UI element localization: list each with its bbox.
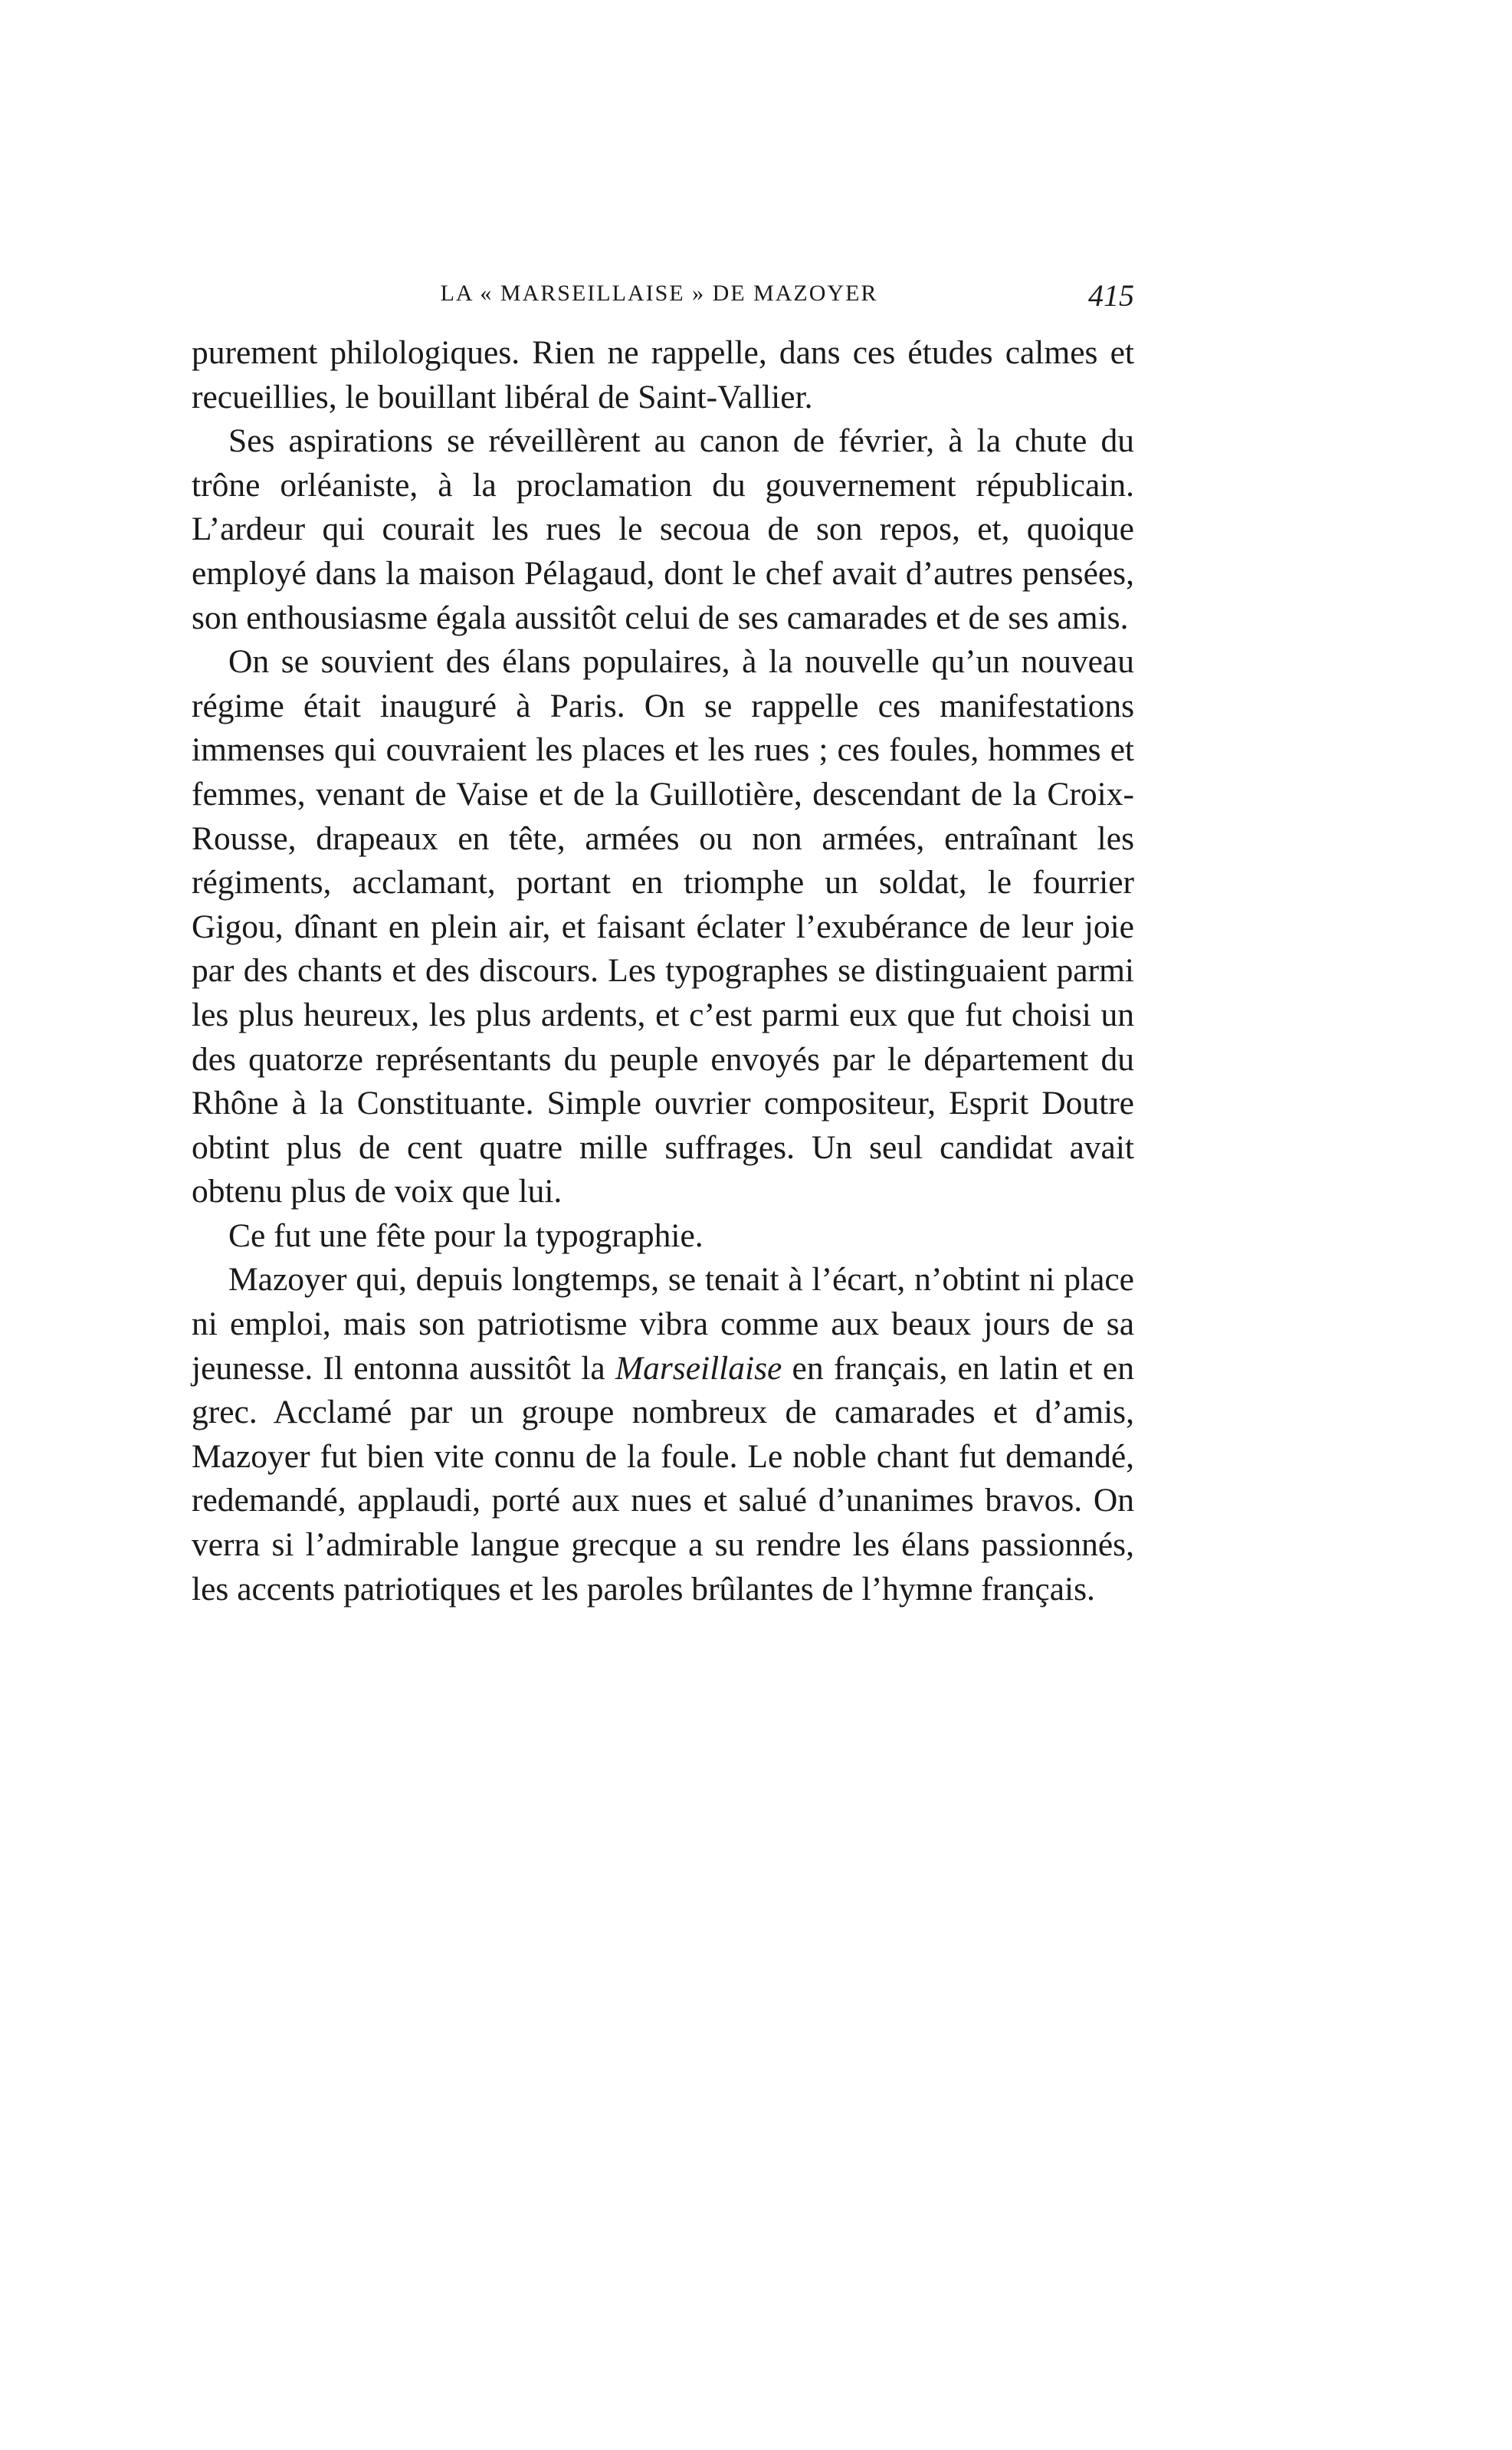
marseillaise-title: Marseillaise (615, 1349, 782, 1387)
paragraph-mazoyer (192, 1258, 1134, 1611)
paragraph-popular-elan: On se souvient des élans populaires, à la nouvelle qu’un nouveau régime était inauguré à Paris. On se rappelle ces manifestations immenses qui couvraient les places et les rues ; ces foules, hommes et femmes, venant de Vaise et de la Guillotière, descendant de la Croix-Rousse, drapeaux en tête, armées ou non armées, entraînant les régiments, acclamant, portant en triomphe un soldat, le fourrier Gigou, dînant en plein air, et faisant éclater l’exubérance de leur joie par des chants et des discours. Les typographes se distinguaient parmi les plus heureux, les plus ardents, et c’est parmi eux que fut choisi un des quatorze représentants du peuple envoyés par le département du Rhône à la Constituante. Simple ouvrier compositeur, Esprit Doutre obtint plus de cent quatre mille suffrages. Un seul candidat avait obtenu plus de voix que lui. (192, 643, 1134, 1210)
running-title: LA « MARSEILLAISE » DE MAZOYER (440, 281, 878, 306)
paragraph-mazoyer-end: en français, en latin et en grec. Acclamé par un groupe nombreux de camarades et d’amis, Mazoyer fut bien vite connu de la foule. Le noble chant fut demandé, redemandé, applaudi, porté aux nues et salué d’unanimes bravos. On verra si l’admirable langue grecque a su rendre les élans passionnés, les accents patriotiques et les paroles brûlantes de l’hymne français. (192, 1349, 1134, 1608)
paragraph-aspirations: Ses aspirations se réveillèrent au canon de février, à la chute du trône orléaniste, à la proclamation du gouvernement républicain. L’ardeur qui courait les rues le secoua de son repos, et, quoique employé dans la maison Pélagaud, dont le chef avait d’autres pensées, son enthousiasme égala aussitôt celui de ses camarades et de ses amis. (192, 422, 1134, 636)
running-head (192, 278, 1134, 316)
body-text (192, 331, 1134, 1611)
paragraph-fete: Ce fut une fête pour la typographie. (228, 1217, 704, 1254)
paragraph-continued: purement philologiques. Rien ne rappelle, dans ces études calmes et recueillies, le bouillant libéral de Saint-Vallier. (192, 334, 1134, 415)
page-number: 415 (1088, 278, 1134, 313)
paragraph-mazoyer-start: Mazoyer qui, depuis longtemps, se tenait à l’écart, n’obtint ni place ni emploi, mais son patriotisme vibra comme aux beaux jours de sa jeunesse. Il entonna aussitôt la (192, 1261, 1134, 1387)
